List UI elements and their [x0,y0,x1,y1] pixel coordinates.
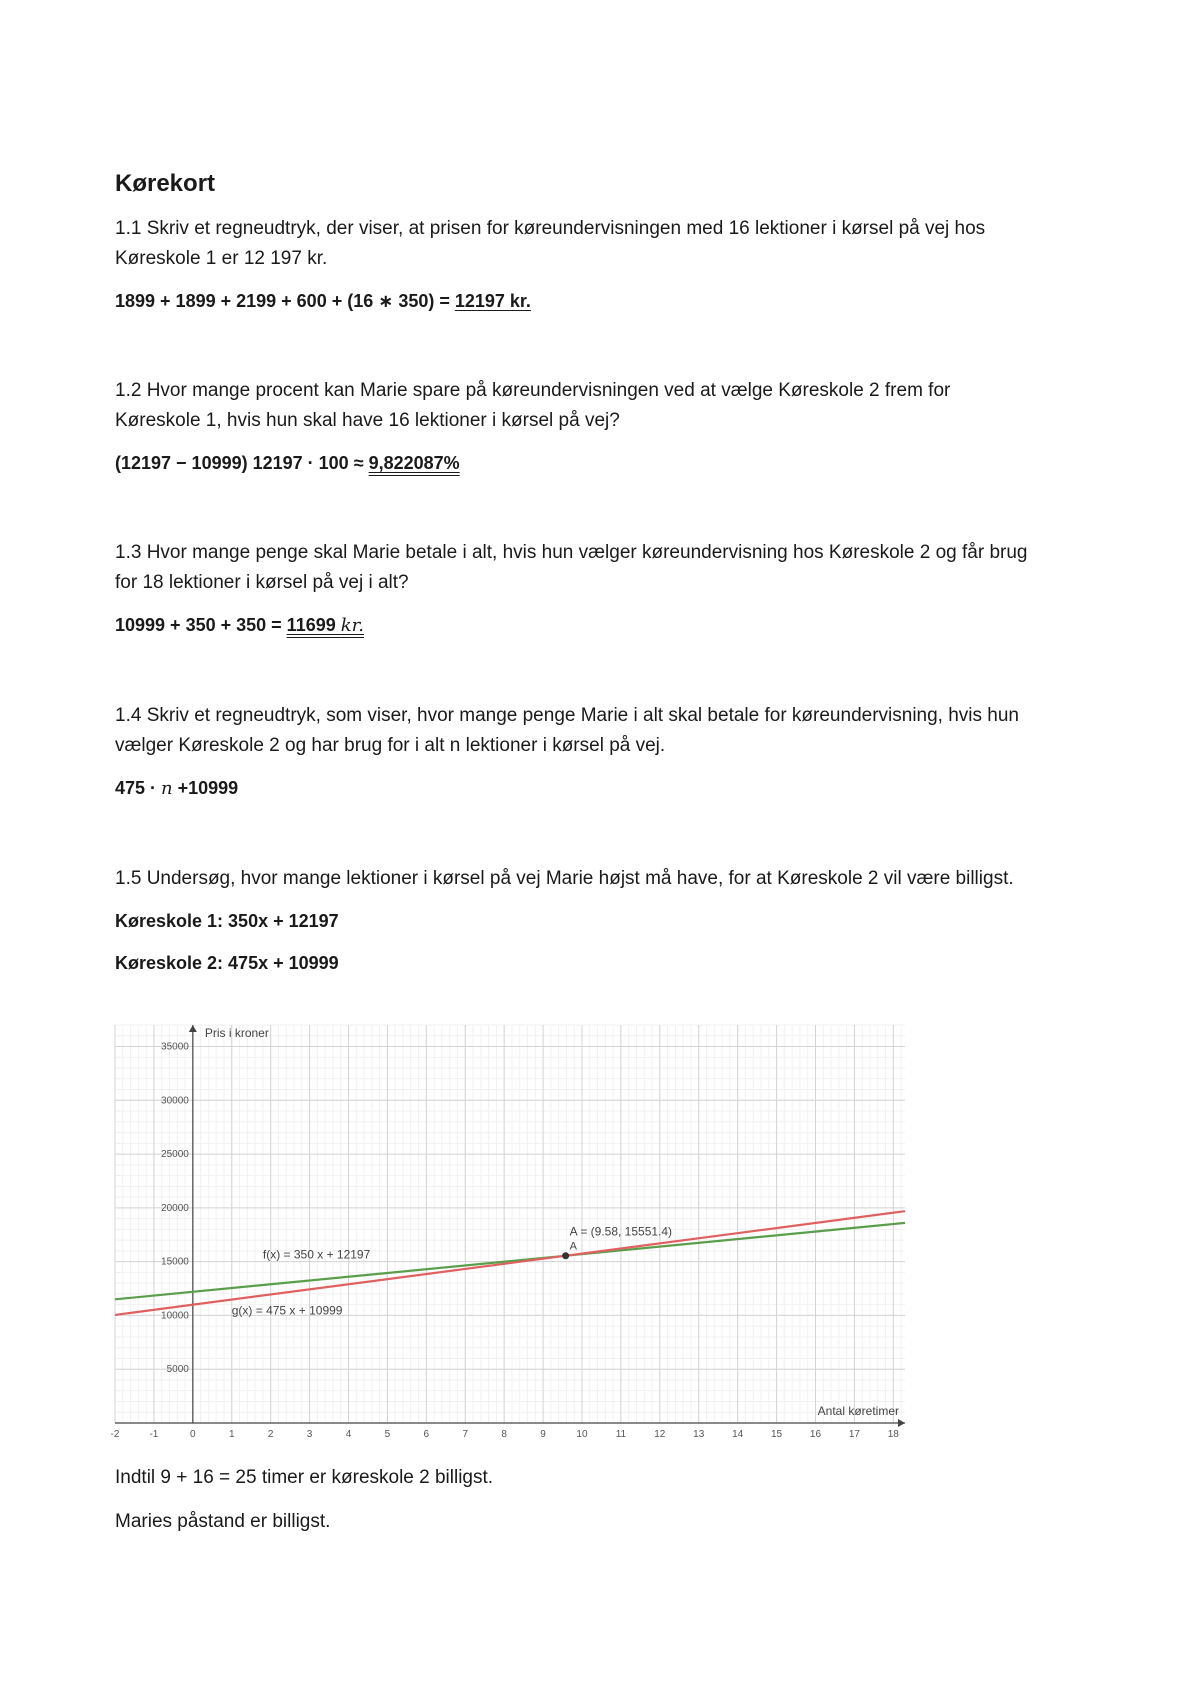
question-5: 1.5 Undersøg, hvor mange lektioner i kørsel på vej Marie højst må have, for at Køreskole 2 vil være billigst. [115,868,1014,889]
answer-2-expression: (12197 − 10999) 12197 · 100 ≈ [115,453,369,473]
question-2-line-2: Køreskole 1, hvis hun skal have 16 lektioner i kørsel på vej? [115,410,620,431]
x-tick-label: 16 [809,1429,822,1440]
y-tick-label: 30000 [161,1095,189,1107]
x-tick-label: 7 [462,1429,469,1440]
question-3-line-1: 1.3 Hvor mange penge skal Marie betale i alt, hvis hun vælger køreundervisning hos Køreskole 2 og får brug [115,542,1028,563]
x-tick-label: 4 [345,1429,352,1440]
answer-4-variable: n [161,778,173,799]
x-tick-label: 14 [732,1429,744,1440]
answer-3-result-unit: kr. [340,615,364,636]
y-axis-label: Pris i kroner [204,1026,269,1040]
answer-2 [115,448,1095,478]
document-title: Kørekort [115,170,216,197]
x-tick-label: 2 [267,1429,274,1440]
answer-2-result: 9,822087% [368,453,460,473]
question-1-line-1: 1.1 Skriv et regneudtryk, der viser, at prisen for køreundervisningen med 16 lektioner i kørsel på vej hos [115,218,986,239]
answer-1-expression: 1899 + 1899 + 2199 + 600 + (16 ∗ 350) = [115,291,455,311]
question-4 [115,701,1095,761]
intersection-point-label: A = (9.58, 15551.4) [569,1224,673,1239]
y-tick-label: 25000 [161,1149,189,1161]
question-4-line-2: vælger Køreskole 2 og har brug for i alt n lektioner i kørsel på vej. [115,735,666,756]
x-tick-label: 11 [615,1429,627,1440]
question-1 [115,214,1095,274]
answer-4 [115,773,1095,804]
x-tick-label: 5 [384,1429,391,1440]
conclusion-block [115,1463,1095,1551]
intersection-point-name: A [569,1240,577,1253]
intersection-point [562,1252,569,1259]
y-tick-label: 20000 [161,1202,189,1214]
x-tick-label: 3 [306,1429,313,1440]
school-1-formula: Køreskole 1: 350x + 12197 [115,911,339,931]
series-label-g: g(x) = 475 x + 10999 [231,1303,343,1318]
x-tick-label: 0 [190,1429,196,1440]
x-tick-label: 10 [576,1429,588,1440]
y-tick-label: 35000 [161,1041,189,1053]
school-2-formula: Køreskole 2: 475x + 10999 [115,953,339,973]
x-tick-label: 13 [693,1429,705,1440]
y-tick-label: 5000 [166,1364,189,1376]
document-page [115,170,1095,990]
x-tick-label: 1 [228,1429,235,1440]
question-2-line-1: 1.2 Hvor mange procent kan Marie spare på køreundervisningen ved at vælge Køreskole 2 frem for [115,380,951,401]
answer-3-expression: 10999 + 350 + 350 = [115,615,287,635]
question-3 [115,538,1095,598]
y-tick-label: 10000 [161,1310,189,1322]
x-tick-label: 17 [848,1429,860,1440]
x-tick-label: 9 [540,1429,546,1440]
x-tick-label: 8 [501,1429,507,1440]
price-chart [110,1025,905,1440]
answer-4-part-b: +10999 [172,778,239,798]
x-tick-label: 18 [887,1429,899,1440]
question-2 [115,376,1095,436]
question-3-line-2: for 18 lektioner i kørsel på vej i alt? [115,572,409,593]
x-tick-label: 6 [423,1429,430,1440]
conclusion-line-2: Maries påstand er billigst. [115,1511,331,1532]
answer-1 [115,286,1095,316]
x-tick-label: -2 [110,1429,120,1440]
question-4-line-1: 1.4 Skriv et regneudtryk, som viser, hvor mange penge Marie i alt skal betale for køreundervisning, hvis hun [115,705,1019,726]
x-tick-label: 12 [654,1429,666,1440]
conclusion-line-1: Indtil 9 + 16 = 25 timer er køreskole 2 billigst. [115,1467,494,1488]
x-tick-label: 15 [771,1429,783,1440]
answer-3 [115,610,1095,641]
x-axis-label: Antal køretimer [817,1404,899,1418]
answer-3-result [287,615,364,635]
question-1-line-2: Køreskole 1 er 12 197 kr. [115,248,328,269]
chart-background [115,1025,905,1440]
answer-3-result-number: 11699 [286,615,341,635]
y-tick-label: 15000 [161,1256,189,1268]
answer-1-result: 12197 kr. [454,291,531,311]
answer-4-part-a: 475 · [115,778,162,798]
series-label-f: f(x) = 350 x + 12197 [262,1247,371,1262]
x-tick-label: -1 [149,1429,159,1440]
